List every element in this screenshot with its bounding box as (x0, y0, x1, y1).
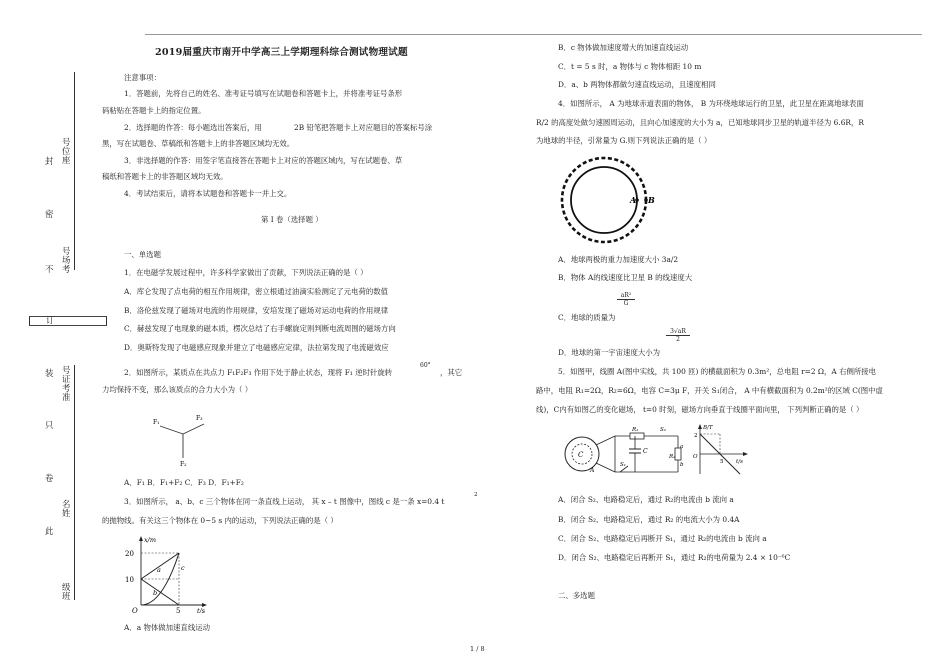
q3-line2: 的抛物线。有关这三个物体在 0~5 s 内的运动，下列说法正确的是（ ） (102, 516, 338, 525)
notice-line: 4．考试结束后，请将本试题卷和答题卡一并上交。 (124, 189, 292, 198)
field-char: 场 (62, 255, 71, 265)
q4-option: D．地球的第一宇宙速度大小为 (558, 348, 661, 357)
q1-option: C．赫兹发现了电现象的磁本质，楞次总结了右手螺旋定则判断电流周围的磁场方向 (124, 324, 396, 333)
q1-option: A．库仑发现了点电荷的相互作用规律，密立根通过油滴实验测定了元电荷的数值 (124, 287, 389, 296)
frac-den: G (623, 300, 629, 307)
r1-label: R₁ (632, 427, 639, 433)
fraction-d (666, 328, 690, 343)
node-b-label: b (680, 462, 684, 468)
resistor-r1 (630, 433, 644, 439)
origin-label: O (693, 454, 698, 460)
margin-line-top (74, 72, 75, 270)
seal-char: 封 (45, 156, 54, 166)
s1-label: S₁ (620, 462, 626, 468)
field-char: 号 (62, 137, 71, 147)
ding-box (29, 316, 107, 326)
q3-option: C．t = 5 s 时，a 物体与 c 物体相距 10 m (558, 62, 702, 71)
field-name (62, 500, 70, 518)
b-tick: 2 (694, 433, 698, 439)
fraction-c (617, 292, 635, 307)
q5-option: B．闭合 S₂、电路稳定后，通过 R₂ 的电流大小为 0.4A (558, 515, 740, 524)
header-rule (145, 34, 922, 35)
q5-line: 线)，C内有如图乙的变化磁场， t=0 时刻，磁场方向垂直于线圈平面向里， 下列判断正确的是（ ） (536, 405, 864, 414)
q2-line1: 2．如图所示，某质点在共点力 F₁F₂F₃ 作用下处于静止状态，现将 F₁ 逆时针旋转 (124, 368, 393, 377)
force-diagram (150, 410, 220, 470)
q4-option: A．地球两极的重力加速度大小 3a/2 (558, 255, 679, 264)
field-char: 号 (62, 246, 71, 256)
curve-label-a: a (157, 566, 161, 574)
region-c-label: C (578, 451, 584, 459)
label-b: B (648, 195, 655, 205)
frac-num: aR² (617, 292, 635, 300)
origin-label: O (132, 607, 138, 613)
r2-label: R₂ (669, 454, 676, 460)
field-char: 考 (62, 383, 71, 393)
field-char: 名 (62, 499, 71, 509)
q5-option: C．闭合 S₂、电路稳定后再断开 S₁，通过 R₂的电流由 b 流向 a (558, 534, 767, 543)
field-char: 级 (62, 582, 71, 592)
q4-line: 为地球的半径，引常量为 G.则下列说法正确的是（ ） (536, 136, 712, 145)
field-class (62, 583, 70, 601)
q4-line: 4．如图所示， A 为地球赤道表面的物体， B 为环绕地球运行的卫星，此卫星在距离地球表面 (558, 99, 864, 108)
notice-line: 黑，写在试题卷、草稿纸和答题卡上的非答题区域均无效。 (102, 139, 295, 148)
capacitor-label: C (643, 448, 648, 455)
xt-graph (117, 533, 212, 613)
q5-line: 路中，电阻 R₁=2Ω，R₂=6Ω，电容 C=3μ F，开关 S₁闭合， A 中有横截面积为 0.2m²的区域 C(图中虚 (536, 386, 883, 395)
y-axis-label: x/m (144, 536, 157, 544)
field-char: 号 (62, 365, 71, 375)
seal-char: 装 (45, 368, 54, 378)
q1-option: B．洛伦兹发现了磁场对电流的作用规律，安培发现了磁场对运动电荷的作用规律 (124, 306, 389, 315)
seal-char: 订 (46, 315, 55, 325)
force-f1 (160, 426, 183, 434)
q3-option: D．a、b 两物体都做匀速直线运动，且速度相同 (558, 80, 716, 89)
q4-option: B．物体 A的线速度比卫星 B 的线速度大 (558, 273, 693, 282)
q4-option: C．地球的质量为 (558, 313, 616, 322)
label-f1: F₁ (153, 419, 160, 426)
frac-den: 2 (676, 336, 680, 343)
x-tick: 5 (176, 607, 181, 613)
field-admission-no (62, 366, 70, 402)
label-f3: F₃ (196, 415, 203, 422)
field-char: 座 (62, 155, 71, 165)
notice-line: 2B 铅笔把答题卡上对应题目的答案标号涂 (294, 123, 433, 132)
line-b (141, 579, 179, 605)
field-char: 班 (62, 591, 71, 601)
seal-char: 不 (45, 264, 54, 274)
q1-stem: 1．在电磁学发展过程中，许多科学家做出了贡献，下列说法正确的是（ ） (124, 268, 368, 277)
q3-exp: 2 (474, 492, 478, 498)
node-a-label: a (680, 444, 684, 450)
notice-line: 码粘贴在答题卡上的指定位置。 (102, 106, 206, 115)
frac-num: 3√aR (666, 328, 690, 336)
notice-line: 2．选择题的作答：每小题选出答案后，用 (124, 123, 262, 132)
t-axis-label: t/s (736, 459, 743, 465)
seal-char: 密 (45, 209, 54, 219)
seal-char: 此 (45, 526, 54, 536)
notice-heading: 注意事项： (124, 73, 161, 82)
label-a: A (630, 195, 637, 205)
q4-line: R/2 的高度处做匀速圆周运动，且向心加速度的大小为 a，已知地球同步卫星的轨道半径为 6.6R，R (536, 118, 864, 127)
field-char: 姓 (62, 508, 71, 518)
q3-option: A．a 物体做加速直线运动 (124, 623, 211, 632)
earth-circle (571, 167, 637, 233)
curve-label-b: b (153, 589, 158, 597)
b-axis-label: B/T (703, 425, 713, 431)
margin-line-bottom (74, 365, 75, 600)
field-char: 准 (62, 392, 71, 402)
y-tick: 10 (125, 576, 134, 584)
part1-label: 第 I 卷（选择题 ） (261, 215, 323, 224)
q2-line1b: ，其它 (440, 368, 463, 377)
section-heading: 一、单选题 (124, 250, 161, 259)
q3-option: B．c 物体做加速度增大的加速直线运动 (558, 43, 689, 52)
field-seat (62, 138, 70, 165)
seal-char: 只 (45, 420, 54, 430)
orbit-diagram (560, 150, 660, 250)
t-tick: 5 (720, 459, 724, 465)
q5-option: D．闭合 S₂、电路稳定后再断开 S₁，通过 R₂的电荷量为 2.4 × 10⁻⁶C (558, 553, 791, 562)
y-tick: 20 (125, 550, 134, 558)
force-f3 (183, 424, 204, 434)
notice-line: 3．非选择题的作答：用签字笔直接答在答题卡上对应的答题区域内，写在试题卷、草 (124, 156, 403, 165)
field-exam-room (62, 247, 70, 274)
q5-option: A．闭合 S₂、电路稳定后，通过 R₂的电流由 b 流向 a (558, 495, 734, 504)
curve-label-c: c (181, 564, 185, 572)
field-char: 位 (62, 146, 71, 156)
q2-options: A．F₁ B．F₁+F₂ C．F₃ D．F₁+F₂ (124, 478, 244, 487)
q2-angle: 60° (420, 362, 431, 369)
q5-line: 5．如图甲，线圈 A(图中实线，共 100 匝) 的横截面积为 0.3m²，总电阻 r=2 Ω，A 右侧所接电 (558, 367, 877, 376)
field-char: 证 (62, 374, 71, 384)
s2-label: S₂ (660, 427, 666, 433)
field-char: 考 (62, 264, 71, 274)
coil-a-label: A (590, 467, 595, 474)
q2-line2: 力均保持不变，那么该质点的合力大小为（ ） (102, 385, 253, 394)
circuit-diagram (560, 422, 750, 482)
x-axis-label: t/s (197, 607, 206, 613)
label-f2: F₂ (180, 461, 187, 468)
q1-option: D．奥斯特发现了电磁感应现象并建立了电磁感应定律，法拉第发现了电流磁效应 (124, 343, 389, 352)
page-number: 1 / 8 (470, 645, 485, 653)
page-title: 2019届重庆市南开中学高三上学期理科综合测试物理试题 (155, 47, 408, 58)
section-heading: 二、多选题 (558, 591, 595, 600)
notice-line: 1．答题前，先将自己的姓名、准考证号填写在试题卷和答题卡上，并将准考证号条形 (124, 89, 403, 98)
notice-line: 稿纸和答题卡上的非答题区域均无效。 (102, 172, 228, 181)
seal-char: 卷 (45, 473, 54, 483)
q3-line1: 3．如图所示， a、b、c 三个物体在同一条直线上运动， 其 x – t 图像中，图线 c 是一条 x=0.4 t (124, 497, 445, 506)
